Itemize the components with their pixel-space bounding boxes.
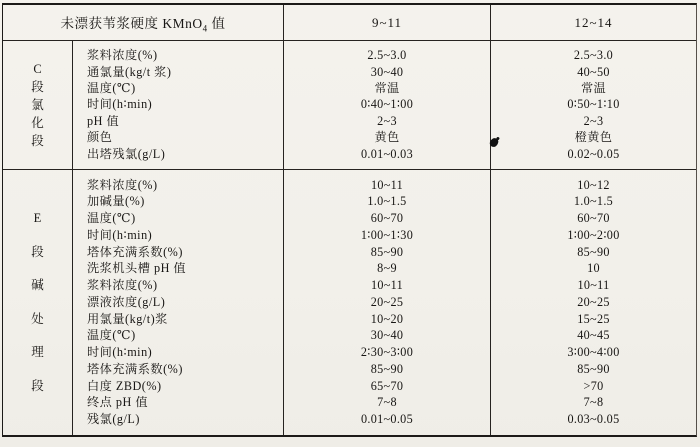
param-label: 浆料浓度(%): [87, 48, 158, 63]
header-pulp-hardness: [3, 5, 284, 41]
stage-label-char: 理: [31, 345, 44, 359]
value-cell: 85~90: [577, 361, 610, 376]
param-label: 塔体充满系数(%): [87, 361, 183, 376]
stage-label-char: 化: [31, 116, 44, 130]
value-cell: 7~8: [377, 395, 397, 410]
value-cell: 10~11: [370, 177, 404, 192]
value-cell: 40~45: [577, 328, 610, 343]
param-label: 通氯量(kg/t 浆): [87, 64, 172, 79]
value-cell: 2~3: [583, 113, 604, 128]
param-label: 洗浆机头槽 pH 值: [87, 261, 187, 276]
param-label: 时间(h∶min): [87, 345, 153, 360]
stage-label-c-chlorination: [3, 41, 73, 170]
value-cell: 30~40: [370, 64, 404, 79]
param-label: 浆料浓度(%): [87, 278, 158, 293]
stage-label-char: C: [33, 62, 42, 76]
stage-label-char: 段: [31, 80, 44, 94]
value-cell: 20~25: [370, 294, 404, 309]
value-cell: 1∶00~1∶30: [360, 227, 414, 242]
header-title-text: 未漂获苇浆硬度 KMnO$_4$ 值: [60, 15, 226, 34]
value-cell: 0∶50~1∶10: [567, 97, 620, 112]
param-label: 残氯(g/L): [87, 412, 140, 427]
value-cell: 2.5~3.0: [573, 48, 614, 63]
header-range-12-14: [491, 5, 696, 41]
header-range-9-11-label: 9~11: [371, 14, 403, 30]
value-cell: 1.0~1.5: [367, 194, 407, 209]
value-cell: 3∶00~4∶00: [567, 345, 620, 360]
value-cell: 85~90: [577, 244, 610, 259]
kmno4-subscript: 4: [202, 23, 208, 34]
value-cell: 10~20: [370, 311, 404, 326]
header-range-12-14-label: 12~14: [574, 14, 613, 30]
value-cell: 7~8: [583, 395, 604, 410]
param-label: 漂液浓度(g/L): [87, 294, 166, 309]
value-cell: 10~12: [577, 177, 610, 192]
param-label: 时间(h∶min): [87, 227, 153, 242]
stage-label-char: 碱: [31, 278, 44, 292]
values-9-11-section-1: [284, 41, 491, 170]
param-column-section-1: [73, 41, 284, 170]
value-cell: 85~90: [370, 244, 404, 259]
param-label: 加碱量(%): [87, 194, 145, 209]
value-cell: 0.01~0.05: [361, 412, 413, 427]
value-cell: 0.01~0.03: [361, 146, 413, 161]
value-cell: 20~25: [577, 294, 610, 309]
value-cell: 2.5~3.0: [367, 48, 407, 63]
value-cell: 10~11: [370, 278, 404, 293]
param-label: 温度(℃): [87, 80, 136, 95]
value-cell: 10~11: [577, 278, 610, 293]
values-12-14-section-2: [491, 170, 696, 435]
param-column-section-2: [73, 170, 284, 435]
param-label: pH 值: [87, 113, 120, 128]
value-cell: 1∶00~2∶00: [567, 227, 620, 242]
value-cell: 8~9: [377, 261, 397, 276]
header-range-9-11: [284, 5, 491, 41]
stage-label-char: 段: [31, 244, 44, 259]
value-cell: 40~50: [577, 64, 610, 79]
value-cell: 0.02~0.05: [567, 146, 620, 161]
value-cell: 65~70: [370, 378, 404, 393]
stage-label-char: E: [33, 211, 42, 225]
param-label: 出塔残氯(g/L): [87, 146, 166, 161]
param-label: 温度(℃): [87, 328, 136, 343]
value-cell: 2∶30~3∶00: [360, 345, 414, 360]
stage-label-char: 处: [31, 311, 44, 326]
value-cell: 常温: [374, 80, 400, 95]
stage-label-e-alkali: [3, 170, 73, 435]
value-cell: 85~90: [370, 361, 404, 376]
value-cell: 60~70: [577, 211, 610, 226]
values-12-14-section-1: [491, 41, 696, 170]
param-label: 浆料浓度(%): [87, 177, 158, 192]
value-cell: 30~40: [370, 328, 404, 343]
stage-label-char: 段: [31, 378, 44, 393]
value-cell: 常温: [581, 80, 606, 95]
param-label: 颜色: [87, 130, 113, 145]
value-cell: >70: [583, 378, 604, 393]
value-cell: 1.0~1.5: [573, 194, 614, 209]
value-cell: 2~3: [377, 113, 397, 128]
value-cell: 黄色: [374, 130, 400, 145]
param-label: 时间(h∶min): [87, 97, 153, 112]
value-cell: 0.03~0.05: [567, 412, 620, 427]
param-label: 终点 pH 值: [87, 395, 149, 410]
param-label: 白度 ZBD(%): [87, 378, 162, 393]
stage-label-char: 段: [31, 134, 44, 148]
stage-label-char: 氯: [31, 98, 44, 112]
value-cell: 15~25: [577, 311, 610, 326]
param-label: 温度(℃): [87, 211, 136, 226]
param-label: 塔体充满系数(%): [87, 244, 183, 259]
value-cell: 60~70: [370, 211, 404, 226]
value-cell: 0∶40~1∶00: [360, 97, 414, 112]
param-label: 用氯量(kg/t)浆: [87, 311, 168, 326]
values-9-11-section-2: [284, 170, 491, 435]
value-cell: 橙黄色: [574, 130, 613, 145]
process-parameters-table: [2, 3, 697, 437]
value-cell: 10: [587, 261, 600, 276]
